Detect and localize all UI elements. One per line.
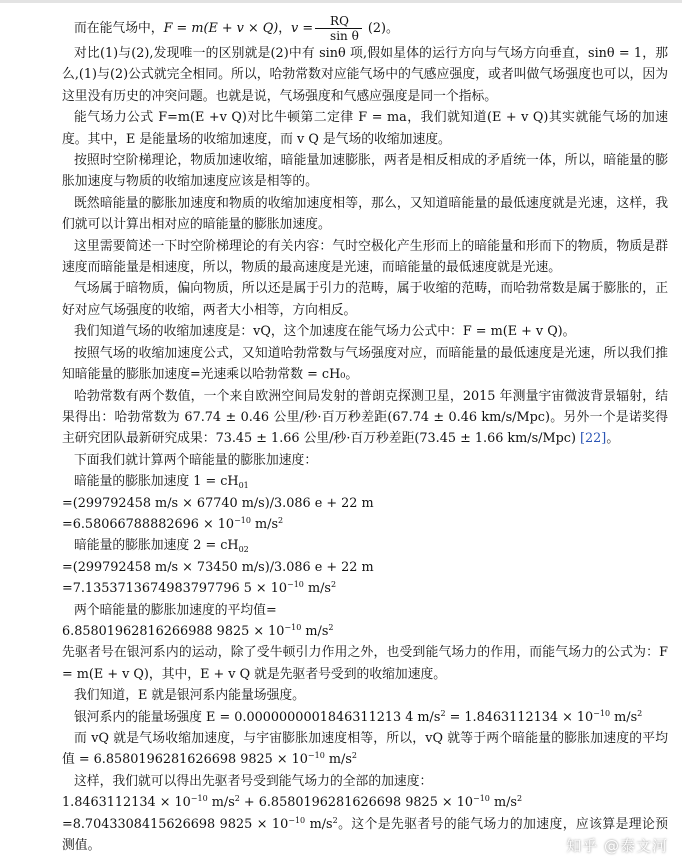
citation-link[interactable]: [22] xyxy=(580,431,607,447)
paragraph: 气场属于暗物质，偏向物质，所以还是属于引力的范畴，属于收缩的范畴，而哈勃常数是属于膨胀的，正好对应气场强度的收缩，两者大小相等，方向相反。 xyxy=(62,281,668,318)
calc-a2-expr: =(299792458 m/s × 73450 m/s)/3.086 e + 22 m xyxy=(62,559,374,575)
citation-suffix: 。 xyxy=(606,431,620,447)
unit: m/s xyxy=(255,516,279,532)
a2-label-text: 暗能量的膨胀加速度 2 = cH xyxy=(74,538,239,554)
result-tail: 。这个是先驱者号的能气场力的加速度，应该算是理论预测值。 xyxy=(62,816,668,854)
fraction-denominator: sin θ xyxy=(330,29,359,43)
pioneer-vq xyxy=(62,728,668,771)
unit: m/s xyxy=(493,795,517,811)
a1-subscript: 01 xyxy=(238,481,249,491)
document-body xyxy=(62,14,668,856)
hubble-text: 哈勃常数有两个数值，一个来自欧洲空间局发射的普朗克探测卫星，2015 年测量宇宙微波背景辐射，结果得出：哈勃常数为 67.74 ± 0.46 公里/秒·百万秒差距(67.74 ± 0.46 km/s/Mpc)。另外一个是诺奖得主研究团队最新研究成果：73.45 ± 1.66 公里/秒·百万秒差距(73.45 ± 1.66 km/s/Mpc) xyxy=(62,388,668,447)
a1-label-text: 暗能量的膨胀加速度 1 = cH xyxy=(74,474,239,490)
sum-b: + 6.8580196281626698 9825 × 10 xyxy=(239,795,473,811)
unit-exponent: 2 xyxy=(332,815,338,825)
pioneer-energy-field xyxy=(62,707,668,728)
pioneer-paragraph-2: 我们知道，E 就是银河系内能量场强度。 xyxy=(74,688,305,704)
watermark: 知乎 @泰文河 xyxy=(566,837,668,855)
calc-a1-label xyxy=(62,471,668,492)
paragraph: 既然暗能量的膨胀加速度和物质的收缩加速度相等，那么，又知道暗能量的最低速度就是光速，这样，我们就可以计算出相对应的暗能量的膨胀加速度。 xyxy=(62,195,668,233)
formula-prefix: 而在能气场中， xyxy=(74,21,164,36)
formula-line xyxy=(62,14,668,43)
calc-a2-value xyxy=(62,578,668,599)
fraction-numerator: RQ xyxy=(315,14,362,29)
top-border xyxy=(0,0,682,3)
unit-exponent: 2 xyxy=(234,794,240,804)
unit: m/s xyxy=(328,752,352,768)
pioneer-sum xyxy=(62,792,668,813)
paragraph: 我们知道气场的收缩加速度是：vQ，这个加速度在能气场力公式中：F = m(E + v Q)。 xyxy=(74,324,576,340)
exponent: −10 xyxy=(190,794,208,804)
paragraph: 这里需要简述一下时空阶梯理论的有关内容：气时空极化产生形而上的暗能量和形而下的物质，物质是群速度而暗能量是相速度，所以，物质的最高速度是光速，而暗能量的最低速度就是光速。 xyxy=(62,238,668,276)
avg-exponent: −10 xyxy=(284,622,302,632)
paragraph: 按照气场的收缩加速度公式，又知道哈勃常数与气场强度对应，而暗能量的最低速度是光速，所以我们推知暗能量的膨胀加速度=光速乘以哈勃常数 = cH₀。 xyxy=(62,345,668,383)
exponent: −10 xyxy=(307,751,325,761)
unit: m/s xyxy=(305,623,329,639)
energy-field-text: 银河系内的能量场强度 E = 0.0000000001846311213 4 m/s xyxy=(74,709,441,725)
unit: m/s xyxy=(211,795,235,811)
a2-exponent: −10 xyxy=(286,580,304,590)
unit: m/s xyxy=(307,581,331,597)
result-value: =8.7043308415626698 9825 × 10 xyxy=(62,816,289,832)
paragraph: 下面我们就计算两个暗能量的膨胀加速度： xyxy=(74,452,318,468)
unit: m/s xyxy=(614,709,638,725)
paragraph: 对比(1)与(2),发现唯一的区别就是(2)中有 sinθ 项,假如星体的运行方向与气场方向垂直，sinθ = 1，那么,(1)与(2)公式就完全相同。所以，哈勃常数对应能气场中的气感应强度，或者叫做气场强度也可以，因为这里没有历史的冲突问题。也就是说，气场强度和气感应强度是同一个指标。 xyxy=(62,46,668,104)
a1-exponent: −10 xyxy=(234,515,251,525)
equation-force: F = m(E + v × Q) xyxy=(163,21,279,36)
pioneer-paragraph-1: 先驱者号在银河系内的运动，除了受牛顿引力作用之外，也受到能气场力的作用，而能气场力的公式为：F = m(E + v Q)，其中，E + v Q 就是先驱者号受到的收缩加速度。 xyxy=(62,645,668,682)
exponent: −10 xyxy=(472,794,490,804)
pioneer-paragraph-5: 这样，我们就可以得出先驱者号受到能气场力的全部的加速度： xyxy=(74,773,433,789)
unit-exponent: 2 xyxy=(637,708,643,718)
sum-a: 1.8463112134 × 10 xyxy=(62,795,191,811)
a1-value-text: =6.58066788882696 × 10 xyxy=(62,516,235,532)
unit-exponent: 2 xyxy=(278,515,284,525)
calc-a2-label xyxy=(62,535,668,556)
paragraph-hubble xyxy=(62,386,668,450)
vq-text: 而 vQ 就是气场收缩加速度，与宇宙膨胀加速度相等，所以，vQ 就等于两个暗能量的膨胀加速度的平均值 = 6.8580196281626698 9825 × 10 xyxy=(62,731,668,768)
v-label: v = xyxy=(291,21,314,36)
exponent: −10 xyxy=(593,708,611,718)
a2-value-text: =7.1353713674983797796 5 × 10 xyxy=(62,581,287,597)
unit-exponent: 2 xyxy=(328,622,334,632)
a2-subscript: 02 xyxy=(238,545,249,555)
exponent: −10 xyxy=(288,815,306,825)
paragraph: 按照时空阶梯理论，物质加速收缩，暗能量加速膨胀，两者是相反相成的矛盾统一体，所以，暗能量的膨胀加速度与物质的收缩加速度应该是相等的。 xyxy=(62,153,668,190)
energy-field-sci: = 1.8463112134 × 10 xyxy=(445,709,594,725)
unit-exponent: 2 xyxy=(516,794,523,804)
calc-avg-value xyxy=(62,621,668,642)
unit: m/s xyxy=(309,816,333,832)
separator: ， xyxy=(278,21,292,36)
equation-number: (2)。 xyxy=(367,21,399,36)
avg-value-text: 6.85801962816266988 9825 × 10 xyxy=(62,623,285,639)
unit-exponent: 2 xyxy=(440,708,446,718)
calc-avg-label: 两个暗能量的膨胀加速度的平均值= xyxy=(74,602,277,618)
calc-a1-expr: =(299792458 m/s × 67740 m/s)/3.086 e + 22 m xyxy=(62,495,374,511)
fraction xyxy=(315,14,362,43)
unit-exponent: 2 xyxy=(330,580,337,590)
paragraph: 能气场力公式 F=m(E +v Q)对比牛顿第二定律 F = ma，我们就知道(E + v Q)其实就能气场的加速度。其中，E 是能量场的收缩加速度，而 v Q 是气场的收缩加速度。 xyxy=(62,110,668,147)
calc-a1-value xyxy=(62,514,668,535)
unit-exponent: 2 xyxy=(351,751,357,761)
